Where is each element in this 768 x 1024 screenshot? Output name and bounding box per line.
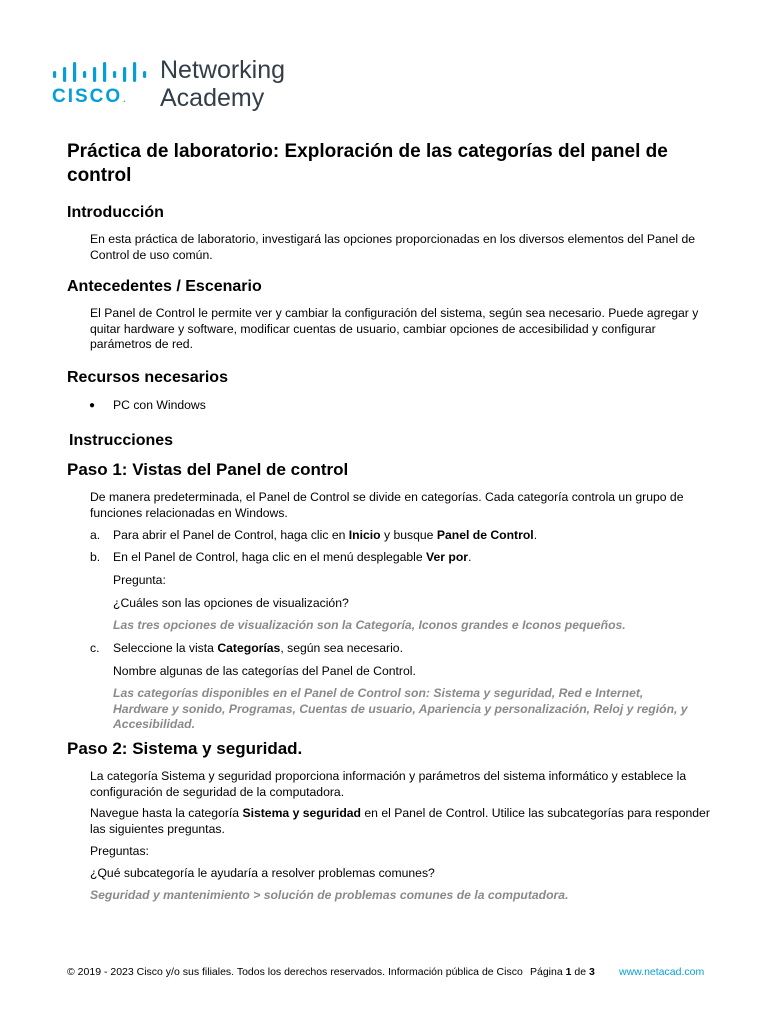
netacad-link[interactable]: www.netacad.com [619, 966, 705, 978]
prompt-categories: Nombre algunas de las categorías del Panel de Control. [113, 664, 416, 678]
questions-label: Preguntas: [90, 844, 149, 858]
step1-intro: De manera predeterminada, el Panel de Control se divide en categorías. Cada categoría controla un grupo de funciones relacionadas en Windows. [90, 490, 684, 520]
copyright-icon: © [67, 966, 75, 978]
answer-troubleshoot: Seguridad y mantenimiento > solución de problemas comunes de la computadora. [90, 888, 569, 902]
background-text: El Panel de Control le permite ver y cambiar la configuración del sistema, según sea necesario. Puede agregar y quitar hardware y software, modificar cuentas de usuario, cambiar opciones de accesibilidad y configurar parámetros de red. [90, 306, 699, 351]
footer-link-container [619, 965, 704, 979]
step2-heading: Paso 2: Sistema y seguridad. [67, 739, 303, 758]
footer-page-number: Página 1 de 3 [530, 966, 595, 978]
footer-copyright: © 2019 - 2023 Cisco y/o sus filiales. Todos los derechos reservados. Información pública de Cisco [67, 966, 523, 978]
question-view-options: ¿Cuáles son las opciones de visualización? [113, 596, 349, 610]
document-title: Práctica de laboratorio: Exploración de las categorías del panel de control [67, 141, 668, 186]
cisco-networking-academy-logo [52, 58, 312, 118]
step2-navigate: Navegue hasta la categoría Sistema y seguridad en el Panel de Control. Utilice las subcategorías para responder las siguientes preguntas. [90, 806, 710, 836]
step1-a-marker: a. [90, 528, 101, 542]
resources-heading: Recursos necesarios [67, 369, 228, 386]
answer-view-options: Las tres opciones de visualización son la Categoría, Iconos grandes e Iconos pequeños. [113, 618, 626, 632]
cisco-wordmark: CISCO. [52, 86, 126, 107]
step1-b-marker: b. [90, 550, 101, 564]
intro-heading: Introducción [67, 204, 164, 221]
step1-b-text: En el Panel de Control, haga clic en el menú desplegable Ver por. [113, 550, 472, 564]
resource-item: PC con Windows [113, 398, 206, 412]
question-troubleshoot: ¿Qué subcategoría le ayudaría a resolver problemas comunes? [90, 866, 435, 880]
step1-c-marker: c. [90, 641, 100, 655]
logo-tagline-line1: Networking [160, 56, 286, 84]
bullet-icon: ● [89, 400, 96, 411]
instructions-heading: Instrucciones [69, 432, 174, 449]
step1-c-text: Seleccione la vista Categorías, según sea necesario. [113, 641, 403, 655]
answer-categories: Las categorías disponibles en el Panel de Control son: Sistema y seguridad, Red e Internet, Hardware y sonido, Programas, Cuentas de usuario, Apariencia y personalización, Reloj y región, y Accesibilidad. [113, 686, 688, 731]
background-heading: Antecedentes / Escenario [67, 278, 262, 295]
step1-heading: Paso 1: Vistas del Panel de control [67, 460, 349, 479]
question-label: Pregunta: [113, 573, 166, 587]
step2-text: La categoría Sistema y seguridad proporciona información y parámetros del sistema informático y establece la configuración de seguridad de la computadora. [90, 769, 687, 799]
intro-text: En esta práctica de laboratorio, investigará las opciones proporcionadas en los diversos elementos del Panel de Control de uso común. [90, 232, 695, 262]
cisco-bars-icon [52, 62, 150, 82]
step1-a-text: Para abrir el Panel de Control, haga clic en Inicio y busque Panel de Control. [113, 528, 538, 542]
logo-tagline [160, 56, 285, 112]
logo-tagline-line2: Academy [160, 84, 265, 112]
